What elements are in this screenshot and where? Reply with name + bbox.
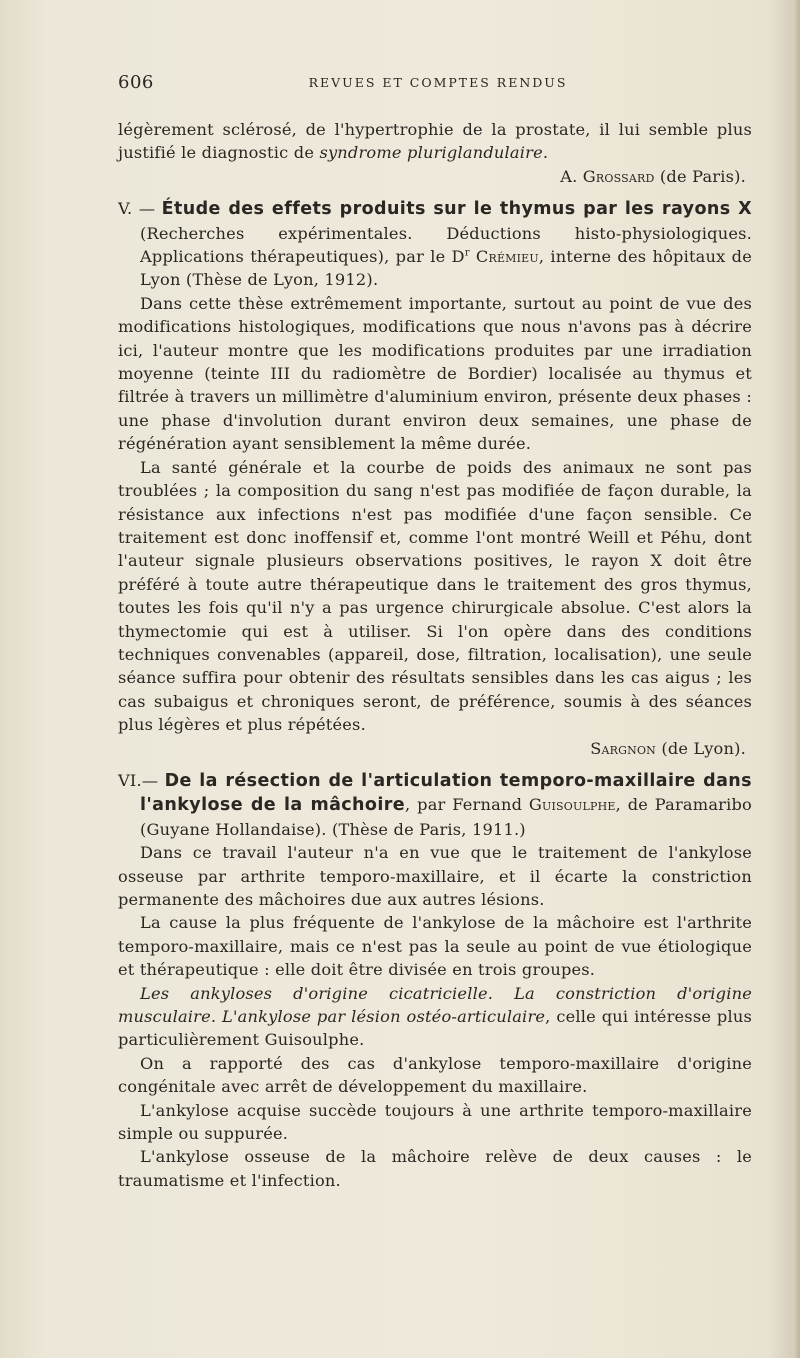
entry-heading-v: V. — Étude des effets produits sur le thymus par les rayons X (Recherches expérimentales. Déductions histo-physiologiques. Applications thérapeutiques), par le $D^r$ Crémieu, interne des hôpitaux de Lyon (Thèse de Lyon, 1912).: [118, 199, 752, 290]
paragraph: La cause la plus fréquente de l'ankylose de la mâchoire est l'arthrite temporo-maxillaire, mais ce n'est pas la seule au point de vue étiologique et thérapeutique : elle doit être divisée en trois groupes.: [118, 913, 752, 980]
emphasis: syndrome pluriglandulaire: [319, 143, 543, 163]
paragraph: Dans cette thèse extrêmement importante, surtout au point de vue des modifications histologiques, modifications que nous n'avons pas à décrire ici, l'auteur montre que les modifications produites par une irradiation moyenne (teinte III du radiomètre de Bordier) localisée au thymus et filtrée à travers un millimètre d'aluminium environ, présente deux phases : une phase d'involution durant environ deux semaines, une phase de régénération ayant sensiblement la même durée.: [118, 293, 752, 454]
paragraph: On a rapporté des cas d'ankylose temporo-maxillaire d'origine congénitale avec arrêt de développement du maxillaire.: [118, 1053, 752, 1097]
signature: Sargnon (de Lyon).: [590, 738, 746, 758]
page-header: [118, 72, 758, 96]
entry-heading-vi: VI.— De la résection de l'articulation temporo-maxillaire dans l'ankylose de la mâchoire, par Fernand Guisoulphe, de Paramaribo (Guyane Hollandaise). (Thèse de Paris, 1911.): [118, 770, 753, 839]
author-name: Guisoulphe: [528, 795, 616, 815]
entry-title: Étude des effets produits sur le thymus par les rayons X: [161, 199, 752, 220]
paragraph-continuation: légèrement sclérosé, de l'hypertrophie de la prostate, il lui semble plus justifié le diagnostic de syndrome pluriglandulaire.: [118, 120, 752, 163]
paragraph: Dans ce travail l'auteur n'a en vue que le traitement de l'ankylose osseuse par arthrite temporo-maxillaire, et il écarte la constriction permanente des mâchoires due aux autres lésions.: [118, 843, 752, 909]
author-name: Crémieu: [469, 247, 539, 267]
article-body: [118, 118, 752, 1192]
signature: A. Grossard (de Paris).: [560, 166, 746, 186]
page-number: 606: [118, 72, 154, 93]
emphasis: Les ankyloses d'origine cicatricielle. La constriction d'origine musculaire. L'ankylose par lésion ostéo-articulaire: [118, 983, 752, 1027]
paragraph: L'ankylose acquise succède toujours à une arthrite temporo-maxillaire simple ou suppurée.: [118, 1100, 752, 1144]
page-edge: [793, 0, 800, 1358]
running-title: REVUES ET COMPTES RENDUS: [308, 75, 568, 90]
paragraph: La santé générale et la courbe de poids des animaux ne sont pas troublées ; la composition du sang n'est pas modifiée de façon durable, la résistance aux infections n'est pas modifiée d'une façon sensible. Ce traitement est donc inoffensif et, comme l'ont montré Weill et Péhu, dont l'auteur signale plusieurs observations positives, le rayon X doit être préféré à toute autre thérapeutique dans le traitement des gros thymus, toutes les fois qu'il n'y a pas urgence chirurgicale absolue. C'est alors la thymectomie qui est à utiliser. Si l'on opère dans des conditions techniques convenables (appareil, dose, filtration, localisation), une seule séance suffira pour obtenir des résultats sensibles dans les cas aigus ; les cas subaigus et chroniques seront, de préférence, soumis à des séances plus légères et plus répétées.: [118, 457, 752, 735]
paragraph: Les ankyloses d'origine cicatricielle. La constriction d'origine musculaire. L'ankylose par lésion ostéo-articulaire, celle qui intéresse plus particulièrement Guisoulphe.: [118, 983, 752, 1050]
paragraph: L'ankylose osseuse de la mâchoire relève de deux causes : le traumatisme et l'infection.: [118, 1147, 752, 1190]
entry-title: De la résection de l'articulation temporo-maxillaire dans l'ankylose de la mâchoire: [140, 770, 752, 816]
